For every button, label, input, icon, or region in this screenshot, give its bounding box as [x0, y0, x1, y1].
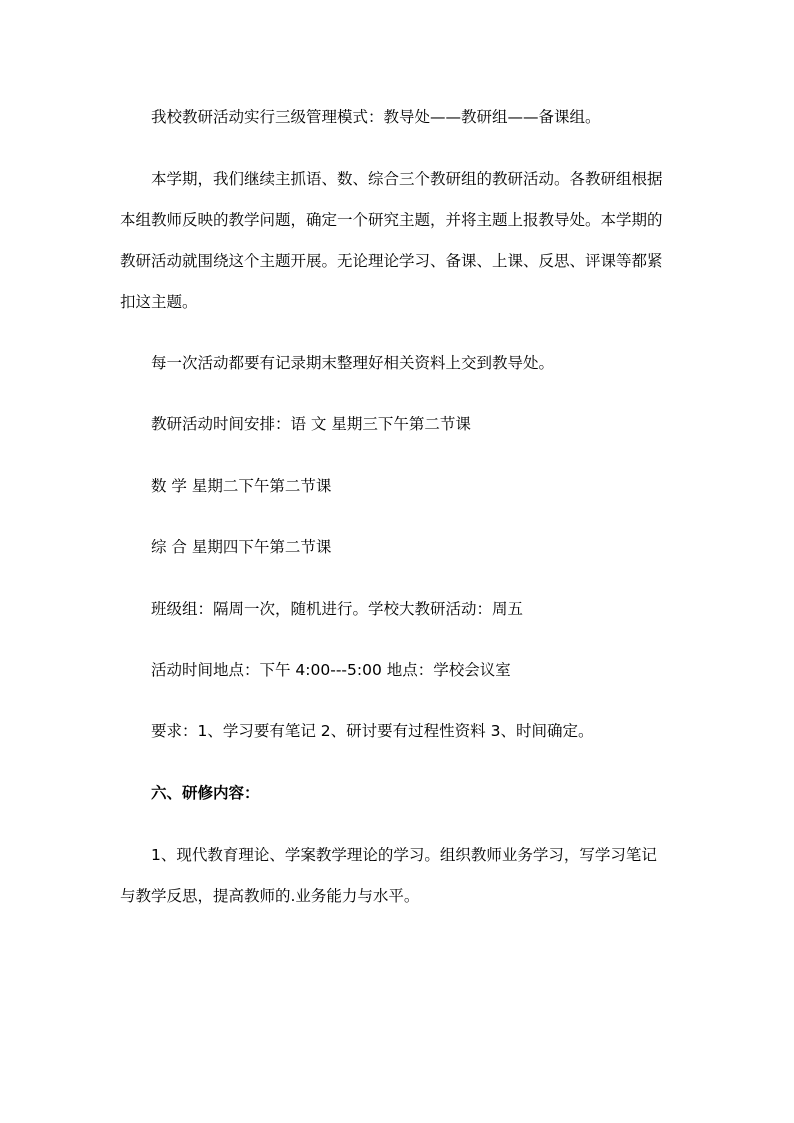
paragraph-schedule-math: 数 学 星期二下午第二节课 [151, 477, 332, 495]
paragraph-study-content [120, 835, 676, 917]
paragraph-management-mode: 我校教研活动实行三级管理模式：教导处——教研组——备课组。 [151, 108, 601, 126]
paragraph-class-group: 班级组：隔周一次，随机进行。学校大教研活动：周五 [151, 600, 524, 618]
paragraph-line: 本学期，我们继续主抓语、数、综合三个教研组的教研活动。各教研组根据 [151, 170, 663, 188]
paragraph-time-location: 活动时间地点：下午 4:00---5:00 地点：学校会议室 [151, 661, 511, 679]
paragraph-semester-plan [120, 159, 676, 323]
paragraph-line: 与教学反思，提高教师的.业务能力与水平。 [120, 887, 420, 905]
paragraph-line: 1、现代教育理论、学案教学理论的学习。组织教师业务学习，写学习笔记 [151, 846, 657, 864]
paragraph-requirements: 要求：1、学习要有笔记 2、研讨要有过程性资料 3、时间确定。 [151, 722, 594, 740]
section-heading: 六、研修内容： [151, 784, 260, 802]
paragraph-schedule-chinese: 教研活动时间安排：语 文 星期三下午第二节课 [151, 415, 471, 433]
paragraph-line: 教研活动就围绕这个主题开展。无论理论学习、备课、上课、反思、评课等都紧 [120, 252, 663, 270]
paragraph-records: 每一次活动都要有记录期末整理好相关资料上交到教导处。 [151, 354, 555, 372]
paragraph-line: 本组教师反映的教学问题，确定一个研究主题，并将主题上报教导处。本学期的 [120, 211, 663, 229]
paragraph-line: 扣这主题。 [120, 293, 198, 311]
paragraph-schedule-integrated: 综 合 星期四下午第二节课 [151, 538, 332, 556]
